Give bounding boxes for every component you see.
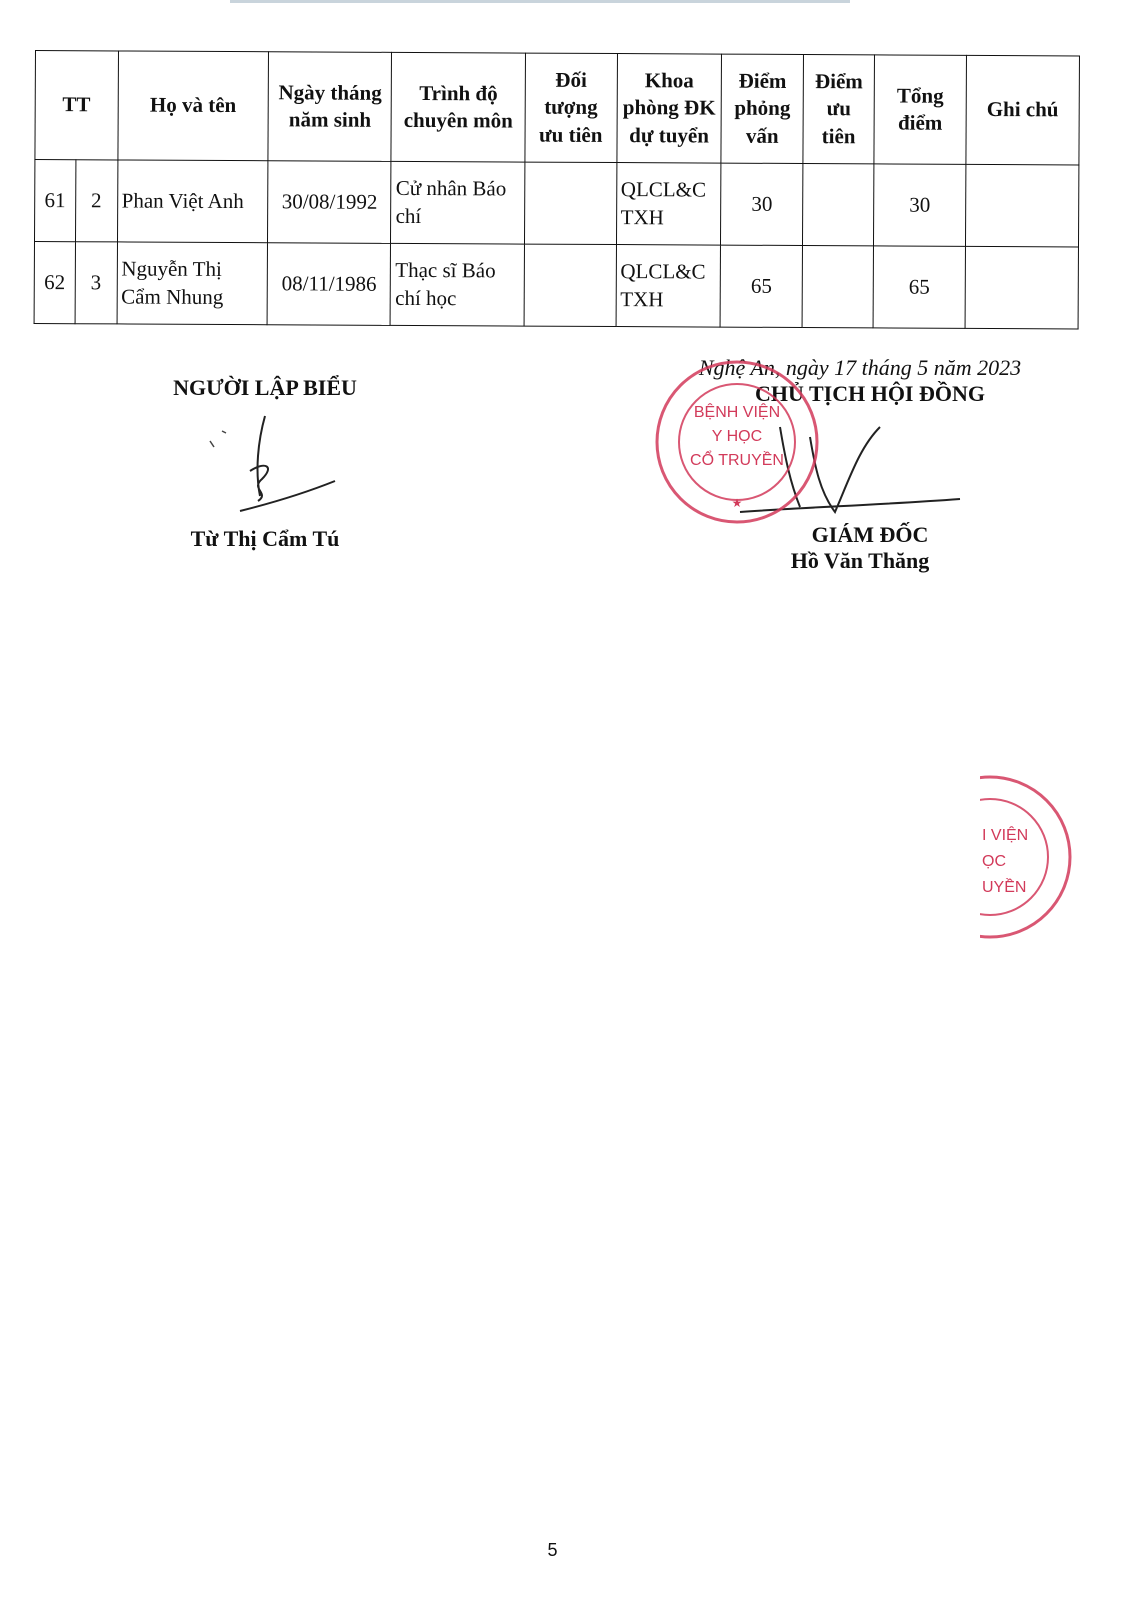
stamp-line-1: BỆNH VIỆN bbox=[693, 404, 781, 421]
partial-stamp-line-2: ỌC bbox=[982, 853, 1006, 870]
cell-interview-score: 30 bbox=[721, 163, 803, 245]
preparer-signature-image bbox=[150, 401, 380, 521]
cell-dob: 08/11/1986 bbox=[267, 243, 391, 326]
page-number: 5 bbox=[547, 1540, 558, 1560]
cell-stt: 61 bbox=[34, 160, 75, 242]
partial-stamp-line-1: I VIỆN bbox=[982, 827, 1029, 844]
cell-priority-score bbox=[802, 164, 874, 246]
partial-hospital-stamp bbox=[980, 770, 1080, 945]
chairman-title: GIÁM ĐỐC bbox=[811, 522, 929, 547]
cell-notes bbox=[965, 164, 1079, 247]
stamp-line-2: Y HỌC bbox=[711, 428, 763, 445]
header-interview-score: Điểm phỏng vấn bbox=[721, 54, 803, 163]
partial-stamp-line-3: UYỀN bbox=[982, 879, 1027, 896]
header-qualification: Trình độ chuyên môn bbox=[391, 52, 525, 162]
header-tt: TT bbox=[35, 51, 118, 160]
header-dob: Ngày tháng năm sinh bbox=[268, 52, 392, 162]
table-header-row bbox=[35, 51, 1080, 165]
cell-department: QLCL&CTXH bbox=[616, 245, 721, 328]
svg-text:★: ★ bbox=[731, 496, 743, 510]
cell-name: Phan Việt Anh bbox=[117, 160, 268, 243]
signing-date: Nghệ An, ngày 17 tháng 5 năm 2023 bbox=[698, 355, 1022, 380]
cell-total-score: 30 bbox=[874, 164, 966, 246]
cell-priority-group bbox=[524, 244, 616, 326]
cell-qualification: Cử nhân Báo chí bbox=[391, 161, 525, 244]
preparer-signature-block bbox=[150, 375, 380, 552]
scan-top-edge bbox=[230, 0, 850, 3]
cell-priority-group bbox=[524, 162, 616, 244]
header-notes: Ghi chú bbox=[966, 55, 1080, 165]
cell-qualification: Thạc sĩ Báo chí học bbox=[391, 243, 525, 326]
cell-notes bbox=[965, 246, 1079, 329]
preparer-role: NGƯỜI LẬP BIỂU bbox=[173, 375, 357, 400]
hospital-stamp bbox=[652, 357, 822, 527]
chairman-role: CHỦ TỊCH HỘI ĐỒNG bbox=[754, 381, 985, 406]
cell-tt: 2 bbox=[75, 160, 117, 242]
cell-dob: 30/08/1992 bbox=[268, 161, 392, 244]
table-row bbox=[34, 160, 1078, 247]
candidate-results-table bbox=[34, 50, 1080, 329]
cell-department: QLCL&CTXH bbox=[616, 163, 721, 246]
header-priority-group: Đối tượng ưu tiên bbox=[525, 53, 617, 162]
chairman-name: Hồ Văn Thăng bbox=[790, 548, 930, 573]
cell-total-score: 65 bbox=[873, 246, 965, 328]
cell-priority-score bbox=[802, 246, 874, 328]
header-priority-score: Điểm ưu tiên bbox=[803, 55, 875, 164]
header-department: Khoa phòng ĐK dự tuyển bbox=[616, 54, 721, 164]
preparer-name: Từ Thị Cẩm Tú bbox=[190, 526, 340, 551]
cell-stt: 62 bbox=[34, 242, 75, 324]
header-name: Họ và tên bbox=[117, 51, 268, 161]
cell-interview-score: 65 bbox=[721, 245, 803, 327]
cell-tt: 3 bbox=[75, 242, 117, 324]
stamp-line-3: CỔ TRUYỀN bbox=[690, 452, 784, 469]
header-total-score: Tổng điểm bbox=[874, 55, 966, 164]
cell-name: Nguyễn Thị Cẩm Nhung bbox=[117, 242, 268, 325]
table-row bbox=[34, 242, 1078, 329]
